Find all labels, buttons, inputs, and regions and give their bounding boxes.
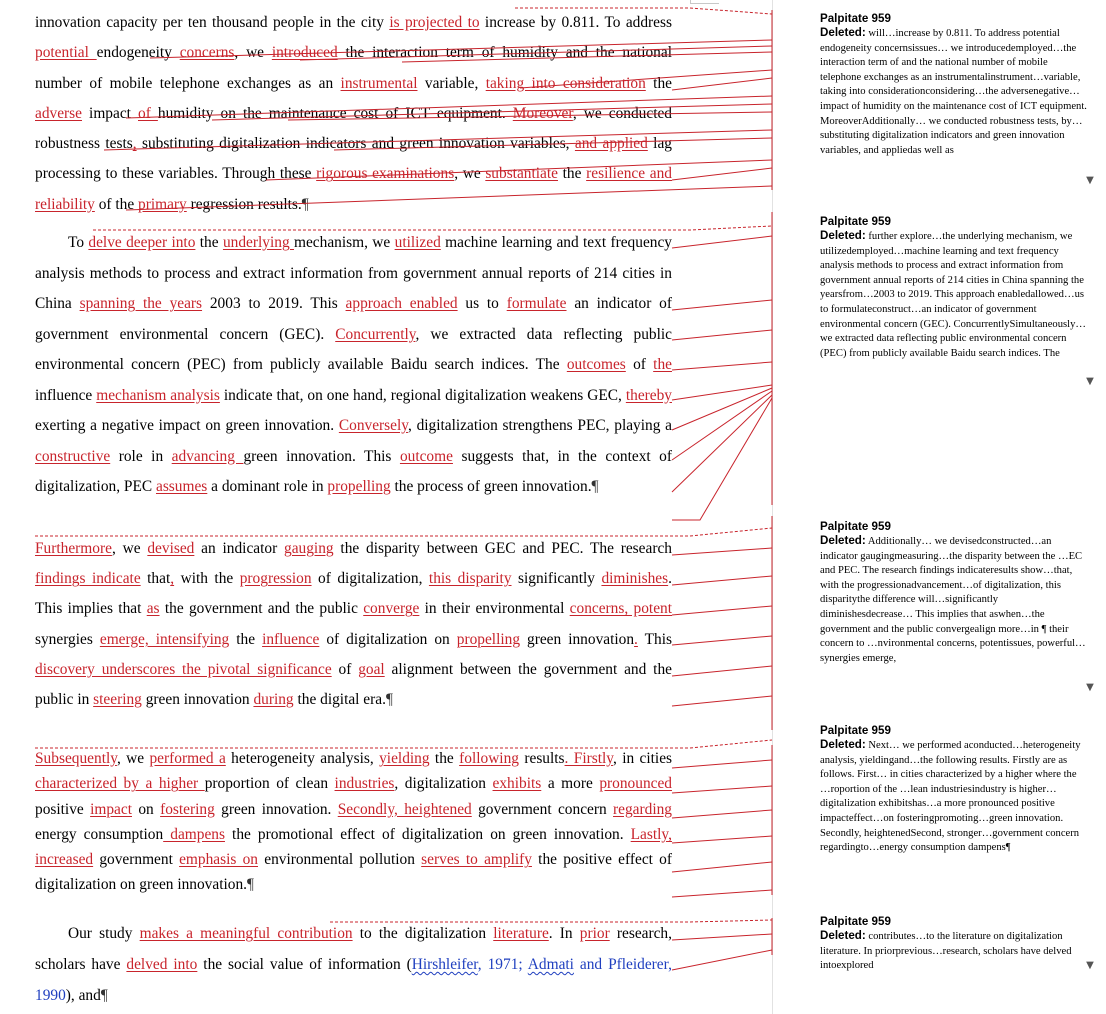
text-run: environmental pollution — [258, 851, 422, 869]
comment-balloon-5[interactable] — [820, 915, 1087, 989]
text-run: . This implies that — [35, 570, 672, 618]
text-run: the — [429, 750, 460, 767]
text-run: , digitalization — [394, 775, 493, 793]
inserted-text: exhibits — [492, 775, 542, 793]
text-run: humidity on the maintenance cost of ICT equipment. — [157, 104, 513, 122]
inserted-text: outcomes — [566, 356, 626, 373]
inserted-text: pronounced — [599, 775, 672, 793]
inserted-text: is projected to — [389, 14, 480, 31]
text-run: regression results. — [186, 195, 302, 213]
inserted-text: the — [653, 356, 672, 373]
text-run: the promotional effect of digitalization on green innovation. — [224, 825, 631, 843]
text-run: the positive effect of digitalization on green innovation. — [35, 851, 672, 894]
inserted-text: Concurrently — [335, 325, 416, 343]
inserted-text: industries — [334, 775, 395, 793]
text-run: the — [229, 630, 263, 648]
text-run: To — [68, 234, 89, 251]
expand-balloon-3-icon[interactable]: ▼ — [1086, 682, 1094, 693]
text-run: machine learning and text frequency analysis methods to process and extract information from government annual reports of 214 cities in China — [35, 234, 673, 312]
inserted-text: this disparity — [428, 570, 512, 588]
text-run: that — [140, 570, 171, 588]
text-run: ), and — [65, 986, 101, 1004]
balloon-body: Deleted: Additionally… we devisedconstructed…an indicator gaugingmeasuring…the disparity between the …EC and PEC. The research findings indicateresults show…that, with the progressionadvancement…of digitalization, this disparitythe difference will…significantly diminishesdecrease… This implies that aswhen…the government and the public convergealign more…in ¶ their concern to …nvironmental concerns, potentissues, powerful…synergies emerge, — [820, 534, 1086, 664]
text-run: the process of green innovation. — [390, 478, 592, 495]
text-run: government — [93, 851, 180, 869]
inserted-text: dampens — [163, 825, 225, 843]
inserted-text: assumes — [155, 478, 208, 495]
page-corner-marker — [690, 0, 719, 4]
inserted-text: underlying — [222, 234, 294, 251]
paragraph-mark: ¶ — [247, 876, 254, 894]
inserted-text: thereby — [625, 386, 672, 404]
paragraph-mark: ¶ — [100, 986, 108, 1004]
text-run: impact — [82, 104, 138, 122]
balloon-body: Deleted: will…increase by 0.811. To address potential endogeneity concernsissues… we introducedemployed…the interaction term of and the national number of mobile telephone exchanges as an instrumentalinstrument…variable, taking into considerationconsidering…the adversenegative…impact of humidity on the maintenance cost of ICT equipment. MoreoverAdditionally… we conducted robustness tests, by…substituting digitalization indicators and green innovation variables, and appliedas well as — [820, 26, 1087, 156]
expand-balloon-1-icon[interactable]: ▼ — [1086, 175, 1094, 186]
text-run: of — [331, 660, 359, 678]
inserted-text: adverse — [35, 104, 82, 122]
text-run: innovation capacity per ten thousand people in the city — [35, 14, 390, 31]
inserted-text: substantiate — [485, 165, 558, 183]
inserted-text: , — [132, 135, 137, 153]
inserted-text: . — [634, 630, 638, 648]
paragraph-2[interactable] — [35, 228, 672, 503]
inserted-text: resilience and reliability — [35, 165, 672, 213]
inserted-text: following — [459, 750, 519, 767]
expand-balloon-5-icon[interactable]: ▼ — [1086, 960, 1094, 971]
balloon-author: Palpitate 959 — [820, 520, 891, 533]
text-run: results — [518, 750, 565, 767]
inserted-text: diminishes — [601, 570, 669, 588]
text-run: . In — [548, 925, 580, 942]
paragraph-mark: ¶ — [385, 691, 393, 709]
text-run: green innovation. — [214, 800, 338, 818]
inserted-text: literature — [493, 925, 549, 942]
inserted-text: concerns, potent — [569, 600, 672, 618]
text-run: This — [637, 630, 672, 648]
text-run: synergies — [35, 630, 100, 648]
text-run: mechanism, we — [294, 234, 395, 251]
text-run: of digitalization on — [319, 630, 457, 648]
text-run: to the digitalization — [352, 925, 494, 942]
text-run: of the — [94, 195, 139, 213]
text-run: a dominant role in — [207, 478, 328, 495]
text-run: , we — [454, 165, 486, 183]
inserted-text: outcome — [399, 447, 453, 465]
text-run: exerting a negative impact on green innovation. — [35, 417, 339, 434]
text-run: the disparity between GEC and PEC. The research — [333, 540, 672, 557]
text-run: with the — [174, 570, 240, 588]
text-run: , we conducted robustness tests — [35, 104, 673, 153]
inserted-text: formulate — [506, 295, 567, 312]
citation-text: Admati — [527, 955, 574, 973]
inserted-text: utilized — [394, 234, 441, 251]
inserted-text: delve deeper into — [88, 234, 196, 251]
inserted-text: primary — [138, 195, 187, 213]
text-run: of digitalization, — [311, 570, 429, 588]
text-run: positive — [35, 800, 91, 818]
inserted-text: converge — [363, 600, 420, 618]
text-run: , we — [234, 44, 272, 62]
inserted-text: Lastly, increased — [35, 825, 672, 869]
text-run: , digitalization strengthens PEC, playing a — [407, 417, 673, 434]
balloon-body: Deleted: Next… we performed aconducted…heterogeneity analysis, yieldingand…the following results. Firstly are as follows. First… in cities characterized by a higher where the …roportion of the …lean industriesindustry is higher… digitalization exhibitshas…a more pronounced positive impacteffect…on fosteringpromoting…green innovation. Secondly, heightenedSecond, stronger…government concern regardingto…energy consumption dampens¶ — [820, 738, 1081, 854]
text-run: on — [131, 800, 161, 818]
text-run: suggests that, in the context of digitalization, PEC — [35, 447, 673, 495]
citation-text: , 1971; — [477, 955, 528, 973]
inserted-text: discovery underscores the pivotal significance — [35, 660, 332, 678]
inserted-text: serves to amplify — [421, 851, 532, 869]
inserted-text: delved into — [126, 955, 198, 973]
inserted-text: emerge, intensifying — [99, 630, 230, 648]
inserted-text: introduced — [271, 44, 338, 62]
text-run: , we extracted data reflecting public environmental concern (PEC) from publicly available Baidu search indices. The — [35, 325, 672, 373]
inserted-text: Moreover — [512, 104, 573, 122]
text-run: proportion of clean — [204, 775, 335, 793]
inserted-text: . Firstly — [564, 750, 613, 767]
inserted-text: findings indicate — [35, 570, 141, 588]
paragraph-5[interactable] — [35, 919, 672, 1011]
comment-balloon-2[interactable] — [820, 215, 1087, 390]
text-run: government concern — [471, 800, 614, 818]
inserted-text: rigorous examinations — [316, 165, 455, 183]
balloon-body: Deleted: contributes…to the literature on digitalization literature. In priorprevious…research, scholars have delved intoexplored — [820, 929, 1072, 972]
text-run: , in cities — [612, 750, 673, 767]
paragraph-3[interactable] — [35, 534, 672, 715]
text-run: , we — [111, 540, 148, 557]
text-run: influence — [35, 386, 97, 404]
inserted-text: propelling — [456, 630, 521, 648]
text-run: the — [195, 234, 223, 251]
text-run: heterogeneity analysis, — [225, 750, 380, 767]
inserted-text: advancing — [171, 447, 244, 465]
balloon-author: Palpitate 959 — [820, 215, 891, 228]
citation-text: and Pfleiderer, 1990 — [35, 955, 672, 1004]
inserted-text: emphasis on — [179, 851, 258, 869]
text-run: green innovation — [520, 630, 635, 648]
inserted-text: approach enabled — [345, 295, 458, 312]
inserted-text: Subsequently — [35, 750, 117, 767]
inserted-text: spanning the years — [79, 295, 203, 312]
inserted-text: Furthermore — [35, 540, 112, 557]
comment-balloon-3[interactable] — [820, 520, 1087, 695]
inserted-text: impact — [90, 800, 132, 818]
text-run: green innovation — [141, 691, 254, 709]
text-run: the — [557, 165, 587, 183]
inserted-text: during — [253, 691, 294, 709]
inserted-text: yielding — [379, 750, 430, 767]
inserted-text: makes a meaningful contribution — [139, 925, 353, 942]
text-run: 2003 to 2019. This — [202, 295, 346, 312]
inserted-text: as — [146, 600, 160, 618]
inserted-text: instrumental — [340, 74, 418, 92]
text-run: role in — [110, 447, 172, 465]
text-run: Our study — [68, 925, 140, 942]
text-run: alignment between the government and the public in — [35, 660, 672, 709]
inserted-text: steering — [93, 691, 142, 709]
balloon-author: Palpitate 959 — [820, 915, 891, 928]
text-run: the government and the public — [159, 600, 364, 618]
inserted-text: devised — [147, 540, 195, 557]
balloon-body: Deleted: further explore…the underlying mechanism, we utilizedemployed…machine learning and text frequency analysis methods to process and extract information from government annual reports of 214 cities in China spanning the yearsfrom…2003 to 2019. This approach enabledallowed…us to formulateconstruct…an indicator of government environmental concern (GEC). ConcurrentlySimultaneously… we extracted data reflecting public environmental concern (PEC) from publicly available Baidu search indices. The — [820, 229, 1086, 359]
inserted-text: taking into consideration — [485, 74, 646, 92]
text-run: of — [625, 356, 654, 373]
text-run: , we — [116, 750, 150, 767]
paragraph-mark: ¶ — [591, 478, 599, 495]
comment-balloon-1[interactable] — [820, 12, 1087, 201]
text-run: the interaction term of humidity and the national number of mobile telephone exchanges as an — [35, 44, 672, 92]
text-run: energy consumption — [35, 825, 164, 843]
inserted-text: Secondly, heightened — [337, 800, 472, 818]
inserted-text: prior — [579, 925, 610, 942]
text-run: the digital era. — [293, 691, 386, 709]
balloon-author: Palpitate 959 — [820, 12, 891, 25]
paragraph-1[interactable] — [35, 8, 672, 220]
text-run: in their environmental — [419, 600, 570, 618]
paragraph-4[interactable] — [35, 746, 672, 898]
markup-margin-pane — [772, 0, 1106, 1014]
inserted-text: goal — [358, 660, 385, 678]
inserted-text: potential — [35, 44, 97, 62]
text-run: the — [645, 74, 672, 92]
inserted-text: , — [170, 570, 175, 588]
text-run: endogeneity — [96, 44, 180, 62]
balloon-author: Palpitate 959 — [820, 724, 891, 737]
text-run: research, scholars have — [35, 925, 672, 973]
text-run: indicate that, on one hand, regional digitalization weakens GEC, — [219, 386, 626, 404]
text-run: an indicator of government environmental concern (GEC). — [35, 295, 672, 343]
comment-balloon-4[interactable] — [820, 724, 1087, 914]
inserted-text: progression — [239, 570, 312, 588]
text-run: increase by 0.811. To address — [479, 14, 672, 31]
text-run: variable, — [417, 74, 486, 92]
text-run: us to — [457, 295, 507, 312]
text-run: lag processing to these variables. Through these — [35, 135, 672, 183]
inserted-text: mechanism analysis — [96, 386, 220, 404]
expand-balloon-2-icon[interactable]: ▼ — [1086, 376, 1094, 387]
text-run: a more — [541, 775, 600, 793]
text-run: substituting digitalization indicators and green innovation variables, — [136, 135, 575, 153]
text-run: green innovation. This — [243, 447, 400, 465]
inserted-text: performed a — [149, 750, 226, 767]
inserted-text: Conversely — [338, 417, 408, 434]
inserted-text: fostering — [160, 800, 215, 818]
paragraph-mark: ¶ — [301, 195, 309, 213]
inserted-text: and applied — [574, 135, 648, 153]
inserted-text: regarding — [613, 800, 673, 818]
text-run: an indicator — [194, 540, 285, 557]
inserted-text: influence — [262, 630, 320, 648]
citation-text: Hirshleifer — [411, 955, 478, 973]
inserted-text: characterized by a higher — [35, 775, 205, 793]
text-run: the social value of information ( — [197, 955, 412, 973]
inserted-text: constructive — [35, 447, 111, 465]
inserted-text: gauging — [284, 540, 334, 557]
inserted-text: propelling — [327, 478, 391, 495]
inserted-text: of — [138, 104, 158, 122]
inserted-text: concerns — [179, 44, 235, 62]
text-run: significantly — [511, 570, 602, 588]
